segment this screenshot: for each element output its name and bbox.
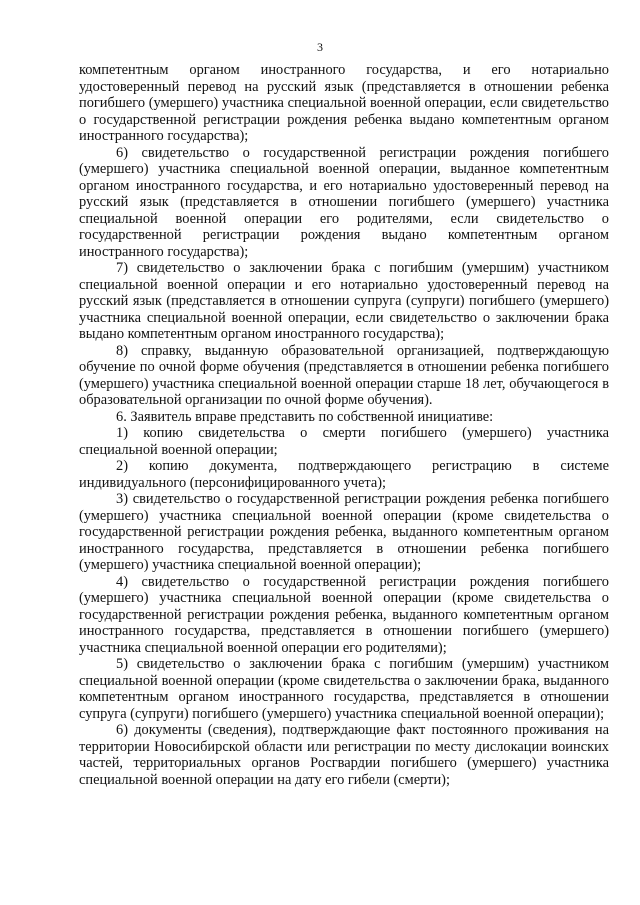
page-number: 3 [317, 40, 323, 54]
paragraph-item-8-education-certificate: 8) справку, выданную образовательной организацией, подтверждающую обучение по очной форме обучения (представляется в отношении ребенка погибшего (умершего) участника специальной военной операции старше 18 лет, обучающегося в образовательной организации по очной форме обучения). [79, 342, 609, 408]
paragraph-item-6-residence-documents: 6) документы (сведения), подтверждающие факт постоянного проживания на территории Новосибирской области или регистрации по месту дислокации воинских частей, территориальных органов Росгвардии погибшего (умершего) участника специальной военной операции на дату его гибели (смерти); [79, 722, 609, 788]
paragraph-item-5-marriage-certificate: 5) свидетельство о заключении брака с погибшим (умершим) участником специальной военной операции (кроме свидетельства о заключении брака, выданного компетентным органом иностранного государства, представляется в отношении супруга (супруги) погибшего (умершего) участника специальной военной операции); [79, 656, 609, 722]
paragraph-continuation: компетентным органом иностранного государства, и его нотариально удостоверенный перевод на русский язык (представляется в отношении ребенка погибшего (умершего) участника специальной военной операции, если свидетельство о государственной регистрации рождения ребенка выдано компетентным органом иностранного государства); [79, 62, 609, 144]
paragraph-item-2-registration-document: 2) копию документа, подтверждающего регистрацию в системе индивидуального (персонифицированного учета); [79, 458, 609, 491]
paragraph-item-1-death-certificate: 1) копию свидетельства о смерти погибшего (умершего) участника специальной военной операции; [79, 425, 609, 458]
document-body [79, 62, 609, 788]
paragraph-item-3-child-birth-certificate: 3) свидетельство о государственной регистрации рождения ребенка погибшего (умершего) участника специальной военной операции (кроме свидетельства о государственной регистрации рождения ребенка, выданного компетентным органом иностранного государства, представляется в отношении ребенка погибшего (умершего) участника специальной военной операции); [79, 491, 609, 573]
paragraph-item-6-birth-certificate-participant: 6) свидетельство о государственной регистрации рождения погибшего (умершего) участника специальной военной операции, выданное компетентным органом иностранного государства, и его нотариально удостоверенный перевод на русский язык (представляется в отношении погибшего (умершего) участника специальной военной операции его родителями, если свидетельство о государственной регистрации рождения выдано компетентным органом иностранного государства); [79, 144, 609, 260]
paragraph-item-4-participant-birth-certificate: 4) свидетельство о государственной регистрации рождения погибшего (умершего) участника специальной военной операции (кроме свидетельства о государственной регистрации рождения ребенка, выданного компетентным органом иностранного государства, представляется в отношении погибшего (умершего) участника специальной военной операции его родителями); [79, 573, 609, 656]
paragraph-item-7-marriage-certificate: 7) свидетельство о заключении брака с погибшим (умершим) участником специальной военной операции и его нотариально удостоверенный перевод на русский язык (представляется в отношении супруга (супруги) погибшего (умершего) участника специальной военной операции, если свидетельство о заключении брака выдано компетентным органом иностранного государства); [79, 260, 609, 342]
paragraph-section-6-heading: 6. Заявитель вправе представить по собственной инициативе: [116, 408, 494, 425]
